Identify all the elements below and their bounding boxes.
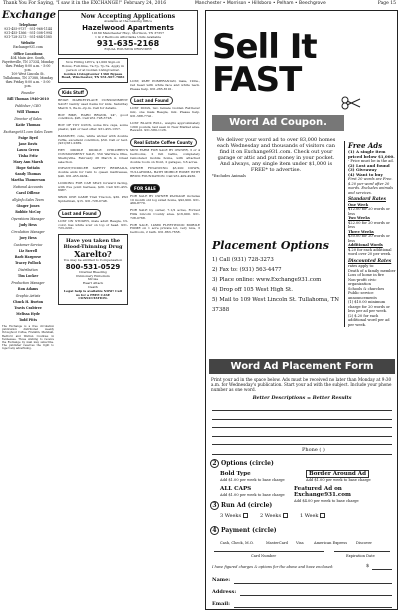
checkbox[interactable] [243, 513, 248, 518]
xarelto-item: Heart Attack [82, 281, 104, 286]
hazel-address: 10160 Manchester Hwy., Morrison, TN 37357 [91, 30, 165, 35]
list-item: LOST BLACK BULL, weighs approximately 1200 pounds, last seen in New Market area. Reward. 931-580-1126. [130, 120, 200, 133]
ad-text-line[interactable] [212, 437, 392, 445]
options-title: Options (circle) [221, 460, 274, 467]
intro-note: *Excludes Animals [212, 174, 246, 178]
run-ad-step [210, 501, 272, 510]
xarelto-brand: Xarelto? [74, 249, 112, 260]
publisher-name: Will Thomas [16, 110, 40, 114]
border-option[interactable] [306, 471, 371, 483]
xarelto-ad [58, 234, 128, 305]
option-label: Border Around Ad [306, 470, 369, 478]
discount-item: Loss of home in fire [348, 273, 385, 277]
list-item: FOR SALE by owner, 7-1/2 acres, Forrest Hills Lincoln County area. $16,900. 931-728-0768. [130, 208, 200, 220]
office-staff: Ginger Jones [16, 204, 40, 208]
list-item: OWNER FINANCING $3,200 DOWN, TULLAHOMA, BATH MOBILE HOME WITH BRICK FOUNDATION. Call 931-409-4930. [130, 166, 200, 178]
list-item: XBOX ONE GAME Trail Tracion, $30. PS3 Spiderman, $15. 931-728-0748. [58, 195, 128, 203]
list-item: FOR SALE, 14X80 FLEETWOOD MOBILE HOME on 1 acre private lot, very nice, 3 bedroom, 2 bath. 931-863-7658. [130, 222, 200, 235]
xarelto-footer: Legal help is available NOW! Call us for a FREE CASE CONSULTATION. [64, 288, 122, 301]
pay-amex[interactable]: American Express [314, 541, 348, 545]
list-item: LOST ON STOGEN, male adult Beagle, tri-color, has white scar on top of head. 931-723-2201. [58, 218, 128, 231]
free-item-note: - Price must be in the ad. [348, 159, 394, 163]
hazel-phone: 931-635-2168 [96, 39, 160, 49]
founder-name: Bill Thomas 1940-2010 [7, 97, 49, 101]
free-ads-title: Free Ads [348, 141, 383, 150]
team-member: Paige Byrd [18, 136, 38, 140]
rates-sidebar [344, 141, 396, 327]
run-2-weeks[interactable] [260, 513, 288, 519]
discount-note: rates apply to: [348, 264, 375, 268]
xarelto-item: Death [88, 285, 98, 290]
dollar-sign: $ [366, 563, 370, 569]
classified-column-3 [130, 80, 200, 238]
hazel-sub: Available at the Leasing Office [104, 19, 152, 23]
header-center: Manchester • Morrison • Hillsboro • Pelham • Beechgrove [195, 1, 326, 6]
expiration-field[interactable] [334, 551, 390, 552]
phone-line: 931-728-3273 · 931-684-1585 [4, 35, 52, 39]
publication-fine-print: The Exchange is a free circulation publication distributed weekly throughout Coffee, Franklin, Marshall, Bedford and Warren Counties in Tennessee. Those wishing to receive the Exchange by mail may subscribe. The publisher reserves the right to reject any advertising. [2, 325, 54, 351]
xarelto-phone: 800-531-0529 [65, 262, 121, 271]
list-item: MINI FARM FOR SALE BY OWNER, 3 or 4 bedrooms, 2 full baths, completely remodeled mobile home, with attached double room on front, 2 garages, 3.6 acres. [130, 148, 200, 164]
rate-value: $30.00 for 20 words or less [348, 234, 390, 243]
run-option-label: 2 Weeks [260, 513, 282, 519]
agree-text: I have figured charges & options for the above and have enclosed: [212, 565, 334, 569]
sales-name: Katie Thomas [15, 123, 41, 127]
intro-body: We deliver your word ad to over 83,000 homes each Wednesday and thousands of visitors can find it on Exchange931.com. Check out your garage or attic and put money in your pocket. And always, any single item under $1,000 is FREE* to advertise. [216, 137, 336, 173]
placement-form-title: Word Ad Placement Form [209, 359, 395, 374]
word-ad-coupon-banner: Word Ad Coupon. [212, 115, 344, 131]
list-item: LOST DOGS, two female Golden Retriever mix, one male Beagle, mix. Please help. 931-588-7741. [130, 106, 200, 118]
national-name: Carol Dillene [16, 191, 40, 195]
xarelto-item: Pulmonary Embolism [76, 273, 110, 278]
placement-title: Placement Options [212, 239, 329, 252]
cs-label: Customer Service [13, 243, 43, 247]
list-item: BASSINET, cute, white wicker with double ruffle, excellent condition, $50. Call or text. (931)581-2389. [58, 133, 128, 146]
hazel-eho: EQUAL HOUSING PROVIDER [104, 47, 152, 52]
card-number-field[interactable] [214, 551, 324, 552]
office-staff: Robbie McCoy [15, 210, 41, 214]
option-note: Add $1.00 per week to base charge [220, 478, 285, 482]
team-member: Jane Davis [18, 142, 38, 146]
kids-stuff-badge: Kids Stuff [58, 88, 88, 97]
prod-label: Production Manager [11, 281, 45, 285]
discount-item: Public service announcements [348, 291, 377, 300]
lost-found-badge: Lost and Found [130, 96, 173, 105]
option-note: Add $1.00 per week to base charge [220, 493, 285, 497]
team-member: Hope Sottain [16, 166, 40, 170]
graphic-name: Chuck H. Burton [12, 300, 44, 304]
option-label: Featured Ad on Exchange931.com [294, 486, 351, 498]
team-member: Mary Ann Marsh [13, 160, 43, 164]
pay-visa[interactable]: Visa [296, 541, 304, 545]
intro-text [212, 137, 340, 179]
step-3-icon: 3 [210, 501, 219, 510]
xarelto-item: Internal Bleeding [79, 269, 107, 274]
ad-text-line[interactable] [212, 428, 392, 436]
publisher-label: Publisher / CEO [15, 104, 41, 108]
rate-label: One Week [348, 202, 369, 207]
office-label: Office Locations [13, 52, 43, 56]
rate-label: Three Weeks [348, 229, 374, 234]
rate-label: Additional Words [348, 243, 383, 247]
hazel-name: Hazelwood Apartments [82, 23, 174, 32]
email-field[interactable] [234, 607, 392, 608]
all-caps-option[interactable] [220, 486, 285, 498]
graphic-label: Graphic Artists [15, 294, 41, 298]
team-member: Laura Green [16, 148, 40, 152]
ops-name: Judy Hess [19, 223, 37, 227]
list-item: LOOKING FOR CAR SEAT, forward facing, with five point harness, $20. Call 931-455-6987. [58, 180, 128, 193]
discount-item: Schools & churches [348, 286, 385, 291]
scissors-icon [341, 96, 361, 110]
address-label: Address: [212, 589, 237, 595]
list-item: BEIGE MARKETPLACE CONSIGNMENT SALE! Gently used items for kids. Saturday March 5, 8a.m.-2p.m. Call for details. [58, 98, 128, 110]
discount-item: Non-profit civic organization [348, 277, 377, 286]
placement-option[interactable]: 1) Call (931) 728-3273 [212, 257, 274, 263]
telephone-label: Telephone [18, 23, 38, 27]
featured-option[interactable] [294, 486, 397, 504]
masthead-column [2, 10, 57, 610]
step-4-icon: 4 [210, 526, 219, 535]
hazel-units: 1 & 2 Bedroom Affordable Units Available [95, 34, 161, 39]
form-instructions: Print your ad in the space below. Ads must be received no later than Monday at 9:30 a.m. for Wednesday's publication. Start your ad with the subject. Include your phone number as one word. [211, 377, 392, 392]
payment-title: Payment (circle) [221, 527, 277, 534]
rate-value: $.20 for each additional word over 20 per week. [348, 247, 392, 256]
xarelto-question: Have you taken the Blood-Thinning Drug [63, 238, 123, 251]
bold-type-option[interactable] [220, 471, 285, 483]
website-link[interactable]: Exchange931.com [13, 45, 43, 49]
option-note: Add $1.00 per week to base charge [306, 478, 371, 482]
cs-name: Liz Farrell [18, 249, 38, 253]
cs-name: Barb Hargrove [14, 255, 42, 259]
page-number: Page 15 [377, 1, 396, 6]
sales-label: Director of Sales [14, 117, 42, 121]
phone-line: 931-455-1366 · 931-308-1994 [4, 31, 52, 35]
team-member: Tisha Fritz [18, 154, 38, 158]
discount-item: Death of a family member [348, 268, 396, 273]
card-number-label: Card Number [251, 554, 277, 558]
graphic-name: Melissa Hyde [16, 312, 40, 316]
office-address: 109 West Lincoln St. Tullahoma, TN 37388, Monday thru Friday 8:00 a.m. - 5:00 p.m. [2, 72, 54, 88]
options-step [210, 459, 274, 468]
run-1-week[interactable] [300, 513, 325, 519]
pay-discover[interactable]: Discover [356, 541, 372, 545]
website-label: Website [20, 41, 36, 45]
prod-name: Ron Adams [17, 287, 39, 291]
name-label: Name: [212, 577, 231, 583]
list-item: INFANT/TODDLER SAFETY REDRAILS, double ends for twin to queen mattresses, $40. 931-455-0434. [58, 166, 128, 178]
ad-text-line[interactable] [212, 403, 392, 411]
placement-option: 5) Mail to 109 West Lincoln St. Tullahoma, TN 37388 [212, 297, 339, 313]
expiration-label: Expiration Date [346, 554, 375, 558]
free-item: (4) Want to buy [348, 171, 383, 177]
phone-line: 931-455-9737 · 931-968-1144 [4, 27, 52, 31]
option-label: Bold Type [220, 471, 251, 477]
free-note: First 20 words are Free. $.20 per word after 20 words. Excludes animals and services. [348, 177, 394, 195]
phone-label: Phone ( ) [302, 447, 325, 453]
team-member: Sandy Thomas [15, 172, 41, 176]
amount-field[interactable] [372, 569, 392, 570]
form-hint: Better Descriptions = Better Results [252, 395, 352, 401]
headline-line-1: Sell It [212, 27, 317, 67]
national-label: National Accounts [13, 185, 43, 189]
dist-label: Distribution [18, 268, 38, 272]
list-item: FOR SALE BY OWNER PACKAGE includes 10 month old log sided home, $92,900. 931-469-8770. [130, 193, 200, 206]
office-staff-label: allyInfo.Sales Team [12, 198, 44, 202]
phone-field[interactable] [212, 447, 392, 455]
checkbox[interactable] [320, 513, 325, 518]
checkbox[interactable] [283, 513, 288, 518]
header-left: Thank You For Saying, "I saw it in the EXCHANGE!" February 24, 2016 [3, 1, 167, 6]
run-ad-title: Run Ad (circle) [221, 502, 273, 509]
placement-option: 2) Fax to: (931) 563-4477 [212, 267, 282, 273]
xarelto-compensation: You may be entitled to Compensation [63, 258, 123, 263]
page-header [0, 0, 400, 7]
list-item: BOY BIKE, HARO BRAND, 24", good condition, $95. Call 931-728-3728. [58, 112, 128, 121]
ops-label: Operations Manager [11, 217, 45, 221]
hiring-ad [58, 58, 128, 83]
email-label: Email: [212, 601, 230, 607]
sell-it-fast-panel [205, 10, 398, 610]
option-note: Add $4.00 per week to base charge [294, 499, 359, 503]
placement-option[interactable]: 3) Place online: www.Exchange931.com [212, 277, 322, 283]
team-label: Exchange931.com Sales Team [3, 130, 53, 134]
list-item: HEY DIDDLE DIDDLE CHILDREN'S CONSIGNMENT SALE, 550 Wartrace Pike, Shelbyville. February 26 March 4. Great selection. [58, 148, 128, 164]
run-option-label: 3 Weeks [220, 513, 242, 519]
pay-cash[interactable]: Cash, Check, M.O. [220, 541, 254, 545]
dist-name: Tim Locker [17, 274, 39, 278]
pay-mastercard[interactable]: MasterCard [266, 541, 288, 545]
graphic-name: Todd Pitts [18, 318, 38, 322]
address-field[interactable] [240, 595, 392, 596]
founder-label: Founder [21, 91, 35, 95]
standard-rates-title: Standard Rates [348, 197, 386, 202]
rate-label: Two Weeks [348, 216, 370, 220]
deadline-note: (1) $10.00 minimum charge for 20 words or less per ad per week. [348, 300, 390, 313]
ad-text-line[interactable] [212, 411, 392, 419]
circ-label: Circulation Manager [11, 230, 45, 234]
xarelto-item: Stroke [87, 277, 99, 282]
discount-title: Discounted Rates [348, 258, 392, 264]
rate-value: $12.00 for 20 words or less [348, 207, 390, 216]
golden-text: Golden LivingCenter 1360 Bypass Road, Winchester, TN 931-967-7082 [61, 71, 125, 80]
run-3-weeks[interactable] [220, 513, 248, 519]
circ-name: Joey Hess [19, 236, 37, 240]
name-field[interactable] [234, 583, 392, 584]
free-item: (2) Lost and found [348, 162, 390, 168]
for-sale-sign-icon: FOR SALE [130, 184, 160, 193]
graphic-name: Travis Crabtree [14, 306, 42, 310]
sell-it-headline [212, 27, 332, 100]
list-item: BOY OF TOY GUNS, some fire caps, some plastic, $40 or best offer. 931-455-1357. [58, 123, 128, 131]
deadline-note: (2) $.20 for each additional word per ad per week. [348, 313, 390, 327]
hazel-title: Now Accepting Applications [80, 13, 176, 20]
cs-name: Tracey Pollock [15, 261, 41, 265]
step-2-icon: 2 [210, 459, 219, 468]
office-address: 404 Main Ave. South, Fayetteville, TN 37334, Monday thru Friday 8:00 a.m. - 5:00 p.m. [2, 56, 54, 72]
free-item: (3) Giveaway [348, 167, 377, 172]
run-option-label: 1 Week [300, 513, 319, 519]
list-item: LOST, PART POMERANIAN, male, 12lbs., red head with white face and white neck. Please help. 931-265-8191. [130, 79, 200, 91]
hazelwood-ad [58, 10, 198, 55]
placement-option: 4) Drop off 105 West High St. [212, 287, 293, 293]
exchange-logo: Exchange [2, 10, 57, 21]
ad-text-grid[interactable] [212, 403, 392, 445]
rate-value: $22.00 for 20 words or less [348, 220, 390, 229]
placement-list [212, 255, 342, 315]
free-item: (1) A single item priced below $1,000. [348, 149, 395, 159]
ad-text-line[interactable] [212, 420, 392, 428]
option-label: ALL CAPS [220, 486, 252, 492]
hiring-text: Now Hiring LPN's, $1,000 Sign-on Bonus, Full-time, 7a-7p, 7p-7a. Apply in person or at Golden LivingCenter. [61, 60, 125, 72]
real-estate-badge: Real Estate Coffee County [130, 138, 197, 147]
team-member: Martha Thomerson [10, 178, 46, 182]
headline-line-2: FAST [212, 60, 302, 100]
payment-step [210, 526, 277, 535]
lost-found-badge: Lost and Found [58, 209, 101, 218]
